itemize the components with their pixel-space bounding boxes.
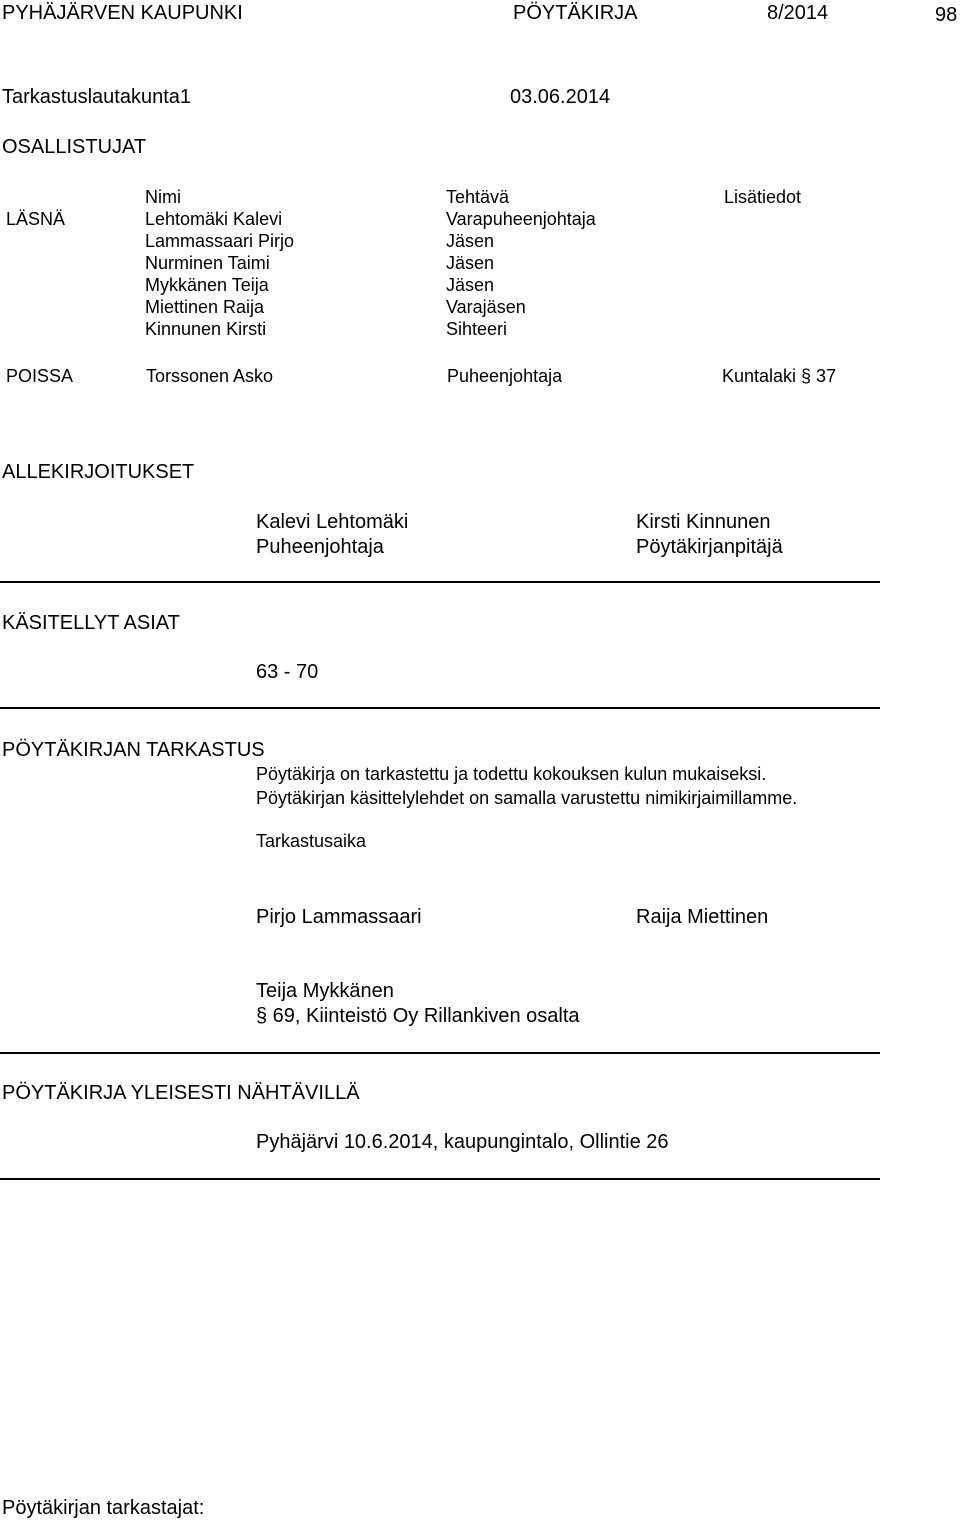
section-divider [0,581,880,583]
column-header-role: Tehtävä [446,187,510,207]
present-member-name: Lehtomäki Kalevi [145,209,283,229]
present-member-name: Miettinen Raija [145,297,265,317]
column-header-info: Lisätiedot [724,187,802,207]
reviewer-note: § 69, Kiinteistö Oy Rillankiven osalta [256,1005,580,1027]
public-heading: PÖYTÄKIRJA YLEISESTI NÄHTÄVILLÄ [2,1082,360,1104]
reviewer-name: Teija Mykkänen [256,980,394,1002]
review-time-label: Tarkastusaika [256,831,367,851]
committee-name: Tarkastuslautakunta1 [2,86,192,108]
section-divider [0,1178,880,1180]
secretary-name: Kirsti Kinnunen [636,511,771,533]
reviewer-name: Raija Miettinen [636,906,769,928]
chair-title: Puheenjohtaja [256,536,384,558]
participants-heading: OSALLISTUJAT [2,136,147,158]
meeting-date: 03.06.2014 [510,86,611,108]
column-header-name: Nimi [145,187,181,207]
absent-member-info: Kuntalaki § 37 [722,366,837,386]
absent-member-role: Puheenjohtaja [447,366,563,386]
present-member-name: Kinnunen Kirsti [145,319,267,339]
public-place: Pyhäjärvi 10.6.2014, kaupungintalo, Ollintie 26 [256,1131,669,1153]
present-label: LÄSNÄ [6,209,66,229]
present-member-name: Nurminen Taimi [145,253,270,273]
present-member-role: Jäsen [446,253,495,273]
minutes-number: 8/2014 [767,2,829,24]
review-heading: PÖYTÄKIRJAN TARKASTUS [2,739,265,761]
page-number: 98 [935,4,958,26]
section-divider [0,1052,880,1054]
present-member-role: Jäsen [446,231,495,251]
present-member-name: Lammassaari Pirjo [145,231,295,251]
present-member-role: Varajäsen [446,297,526,317]
organization-name: PYHÄJÄRVEN KAUPUNKI [2,2,243,24]
absent-label: POISSA [6,366,74,386]
present-member-role: Jäsen [446,275,495,295]
matters-heading: KÄSITELLYT ASIAT [2,612,180,634]
present-member-name: Mykkänen Teija [145,275,269,295]
absent-member-name: Torssonen Asko [146,366,274,386]
reviewer-name: Pirjo Lammassaari [256,906,422,928]
matters-range: 63 - 70 [256,661,319,683]
secretary-title: Pöytäkirjanpitäjä [636,536,783,558]
chair-name: Kalevi Lehtomäki [256,511,409,533]
signatures-heading: ALLEKIRJOITUKSET [2,461,195,483]
present-member-role: Varapuheenjohtaja [446,209,596,229]
document-type: PÖYTÄKIRJA [513,2,638,24]
footer-reviewers-label: Pöytäkirjan tarkastajat: [2,1497,205,1519]
section-divider [0,707,880,709]
present-member-role: Sihteeri [446,319,508,339]
review-statement-1: Pöytäkirja on tarkastettu ja todettu kokouksen kulun mukaiseksi. [256,764,767,784]
review-statement-2: Pöytäkirjan käsittelylehdet on samalla varustettu nimikirjaimillamme. [256,788,798,808]
